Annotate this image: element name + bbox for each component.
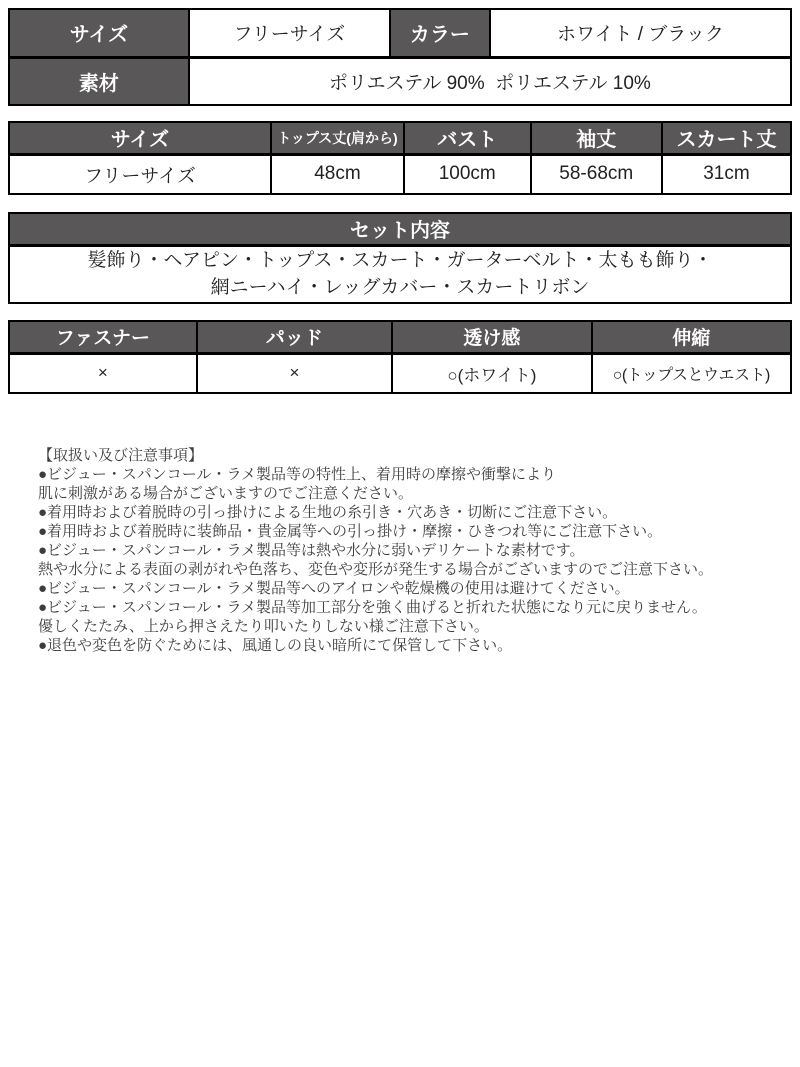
care-note-line: ●ビジュー・スパンコール・ラメ製品等へのアイロンや乾燥機の使用は避けてください。 <box>38 580 630 597</box>
care-note-line: ●退色や変色を防ぐためには、風通しの良い暗所にて保管して下さい。 <box>38 637 513 654</box>
care-note-line: ●ビジュー・スパンコール・ラメ製品等は熱や水分に弱いデリケートな素材です。 <box>38 542 585 559</box>
cell-bust: 100cm <box>404 154 531 194</box>
cell-stretch: ○(トップスとウエスト) <box>592 353 791 393</box>
set-contents-line: 網ニーハイ・レッグカバー・スカートリボン <box>210 277 590 299</box>
table-row <box>9 57 791 105</box>
cell-skirt: 31cm <box>662 154 791 194</box>
size-value: フリーサイズ <box>189 9 390 57</box>
color-label: カラー <box>390 9 490 57</box>
care-note-line: ●着用時および着脱時に装飾品・貴金属等への引っ掛け・摩擦・ひきつれ等にご注意下さい。 <box>38 523 663 540</box>
cell-size: フリーサイズ <box>9 154 271 194</box>
col-header-tops-length: トップス丈(肩から) <box>271 122 404 154</box>
care-note-line: 肌に刺激がある場合がございますのでご注意ください。 <box>38 485 414 502</box>
cell-tops-length: 48cm <box>271 154 404 194</box>
cell-sleeve: 58-68cm <box>531 154 662 194</box>
care-note-line: ●着用時および着脱時の引っ掛けによる生地の糸引き・穴あき・切断にご注意下さい。 <box>38 504 618 521</box>
set-contents-table <box>8 212 792 304</box>
col-header-fastener: ファスナー <box>9 321 197 353</box>
features-table <box>8 320 792 394</box>
care-note-line: ●ビジュー・スパンコール・ラメ製品等加工部分を強く曲げると折れた状態になり元に戻りません。 <box>38 599 707 616</box>
table-row <box>9 353 791 393</box>
table-row <box>9 245 791 303</box>
material-value: ポリエステル 90% ポリエステル 10% <box>189 57 791 105</box>
table-header-row <box>9 122 791 154</box>
care-notes <box>8 446 792 655</box>
col-header-size: サイズ <box>9 122 271 154</box>
care-note-line: 熱や水分による表面の剥がれや色落ち、変色や変形が発生する場合がございますのでご注意下さい。 <box>38 561 714 578</box>
col-header-skirt: スカート丈 <box>662 122 791 154</box>
cell-fastener: × <box>9 353 197 393</box>
table-header-row <box>9 213 791 245</box>
col-header-sheerness: 透け感 <box>392 321 591 353</box>
set-contents-title: セット内容 <box>9 213 791 245</box>
color-value: ホワイト / ブラック <box>490 9 791 57</box>
table-row <box>9 154 791 194</box>
col-header-bust: バスト <box>404 122 531 154</box>
cell-pad: × <box>197 353 393 393</box>
table-header-row <box>9 321 791 353</box>
care-note-line: ●ビジュー・スパンコール・ラメ製品等の特性上、着用時の摩擦や衝撃により <box>38 466 557 483</box>
measurements-table <box>8 121 792 195</box>
care-note-line: 優しくたたみ、上から押さえたり叩いたりしない様ご注意下さい。 <box>38 618 489 635</box>
table-row <box>9 9 791 57</box>
set-contents-line: 髪飾り・ヘアピン・トップス・スカート・ガーターベルト・太もも飾り・ <box>87 250 713 272</box>
set-contents-value <box>9 245 791 303</box>
col-header-pad: パッド <box>197 321 393 353</box>
col-header-stretch: 伸縮 <box>592 321 791 353</box>
col-header-sleeve: 袖丈 <box>531 122 662 154</box>
material-label: 素材 <box>9 57 189 105</box>
spec-table <box>8 8 792 106</box>
care-notes-title: 【取扱い及び注意事項】 <box>38 447 204 464</box>
size-label: サイズ <box>9 9 189 57</box>
cell-sheerness: ○(ホワイト) <box>392 353 591 393</box>
